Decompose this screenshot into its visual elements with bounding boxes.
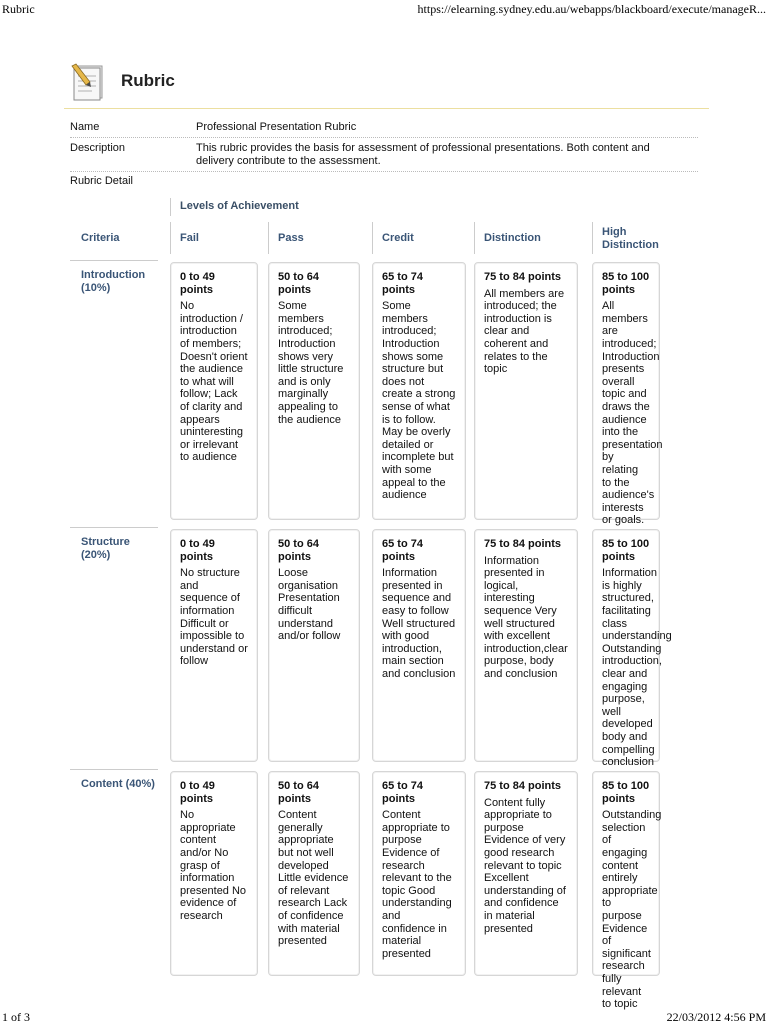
level-description: Content appropriate to purpose Evidence of research relevant to the topic Good understanding and confidence in material presented <box>382 809 452 960</box>
criterion-divider <box>70 769 158 770</box>
level-header-divider <box>592 222 593 254</box>
divider <box>70 171 698 172</box>
points-range: 65 to 74 points <box>382 538 423 563</box>
page-number: 1 of 3 <box>2 1010 30 1024</box>
rubric-cell <box>268 262 360 520</box>
level-header: Credit <box>382 232 414 244</box>
points-range: 75 to 84 points <box>484 538 562 550</box>
points-range: 75 to 84 points <box>484 271 562 283</box>
level-description: Content fully appropriate to purpose Evidence of very good research relevant to topic Excellent understanding of and confidence in material presented <box>484 796 566 935</box>
print-header-title: Rubric <box>2 2 35 16</box>
level-header-divider <box>474 222 475 254</box>
level-description: All members are introduced; the introduction is clear and coherent and relates to the topic <box>484 287 565 376</box>
criteria-header: Criteria <box>81 232 120 244</box>
criterion-label: Content (40%) <box>81 778 155 790</box>
criterion-divider <box>70 260 158 261</box>
points-range: 75 to 84 points <box>484 780 562 792</box>
level-description: Some members introduced; Introduction shows some structure but does not create a strong sense of what is to follow. May be overly detailed or incomplete but with some appeal to the audience <box>382 300 456 502</box>
page-title-row <box>64 60 709 109</box>
points-range: 50 to 64 points <box>278 538 319 563</box>
level-header: Fail <box>180 232 199 244</box>
description-label: Description <box>70 142 126 154</box>
points-range: 0 to 49 points <box>180 538 215 563</box>
level-description: No structure and sequence of information Difficult or impossible to understand or follow <box>180 567 248 668</box>
level-header-divider <box>268 222 269 254</box>
rubric-detail-label: Rubric Detail <box>70 175 133 187</box>
level-description: Information presented in logical, interesting sequence Very well structured with excellent introduction,clear purpose, body and conclusion <box>484 554 568 680</box>
level-header-divider <box>372 222 373 254</box>
level-description: No introduction / introduction of members; Doesn't orient the audience to what will follow; Lack of clarity and appears uninteresting or irrelevant to audience <box>180 300 248 464</box>
criterion-label: Structure (20%) <box>81 536 130 561</box>
points-range: 50 to 64 points <box>278 271 319 296</box>
level-description: All members are introduced; Introduction presents overall topic and draws the audience into the presentation by relating to the audience's interests or goals. <box>602 300 663 527</box>
level-description: No appropriate content and/or No grasp of information presented No evidence of research <box>180 809 247 922</box>
page-title: Rubric <box>121 71 175 90</box>
name-label: Name <box>70 121 100 133</box>
rubric-cell <box>268 771 360 976</box>
rubric-cell <box>474 262 578 520</box>
points-range: 65 to 74 points <box>382 780 423 805</box>
points-range: 85 to 100 points <box>602 538 650 563</box>
points-range: 85 to 100 points <box>602 780 650 805</box>
points-range: 85 to 100 points <box>602 271 650 296</box>
criterion-divider <box>70 527 158 528</box>
rubric-cell <box>170 771 258 976</box>
level-description: Loose organisation Presentation difficult understand and/or follow <box>278 567 341 643</box>
name-value: Professional Presentation Rubric <box>196 121 357 133</box>
print-footer <box>0 1008 768 1024</box>
level-header: High Distinction <box>602 226 659 251</box>
rubric-cell <box>474 529 578 762</box>
level-header-divider <box>170 222 171 254</box>
rubric-cell <box>170 262 258 520</box>
rubric-cell <box>592 529 672 769</box>
level-description: Content generally appropriate but not well developed Little evidence of relevant research Lack of confidence with material presented <box>278 809 349 948</box>
level-header: Distinction <box>484 232 541 244</box>
rubric-cell <box>372 771 466 976</box>
rubric-cell <box>372 529 466 762</box>
level-description: Some members introduced; Introduction shows very little structure and is only marginally appealing to the audience <box>278 300 344 426</box>
levels-of-achievement-heading: Levels of Achievement <box>180 200 299 212</box>
points-range: 50 to 64 points <box>278 780 319 805</box>
points-range: 0 to 49 points <box>180 780 215 805</box>
divider <box>70 137 698 138</box>
rubric-cell <box>592 262 663 527</box>
rubric-cell <box>592 771 662 1011</box>
points-range: 0 to 49 points <box>180 271 215 296</box>
print-header-url: https://elearning.sydney.edu.au/webapps/blackboard/execute/manageR... <box>417 2 766 16</box>
rubric-cell <box>372 262 466 520</box>
rubric-cell <box>474 771 578 976</box>
level-description: Outstanding selection of engaging content entirely appropriate to purpose Evidence of significant research fully relevant to topic <box>602 809 662 1011</box>
criterion-label: Introduction (10%) <box>81 269 146 294</box>
levels-divider <box>170 198 171 216</box>
points-range: 65 to 74 points <box>382 271 423 296</box>
level-header: Pass <box>278 232 304 244</box>
description-value: This rubric provides the basis for assessment of professional presentations. Both content and delivery contribute to the assessment. <box>196 142 650 167</box>
print-timestamp: 22/03/2012 4:56 PM <box>666 1010 766 1024</box>
rubric-cell <box>268 529 360 762</box>
rubric-cell <box>170 529 258 762</box>
notepad-pencil-icon <box>68 62 108 102</box>
level-description: Information is highly structured, facilitating class understanding Outstanding introduction, clear and engaging purpose, well developed body and compelling conclusion <box>602 567 672 769</box>
print-header <box>0 0 768 20</box>
level-description: Information presented in sequence and easy to follow Well structured with good introduction, main section and conclusion <box>382 567 456 680</box>
